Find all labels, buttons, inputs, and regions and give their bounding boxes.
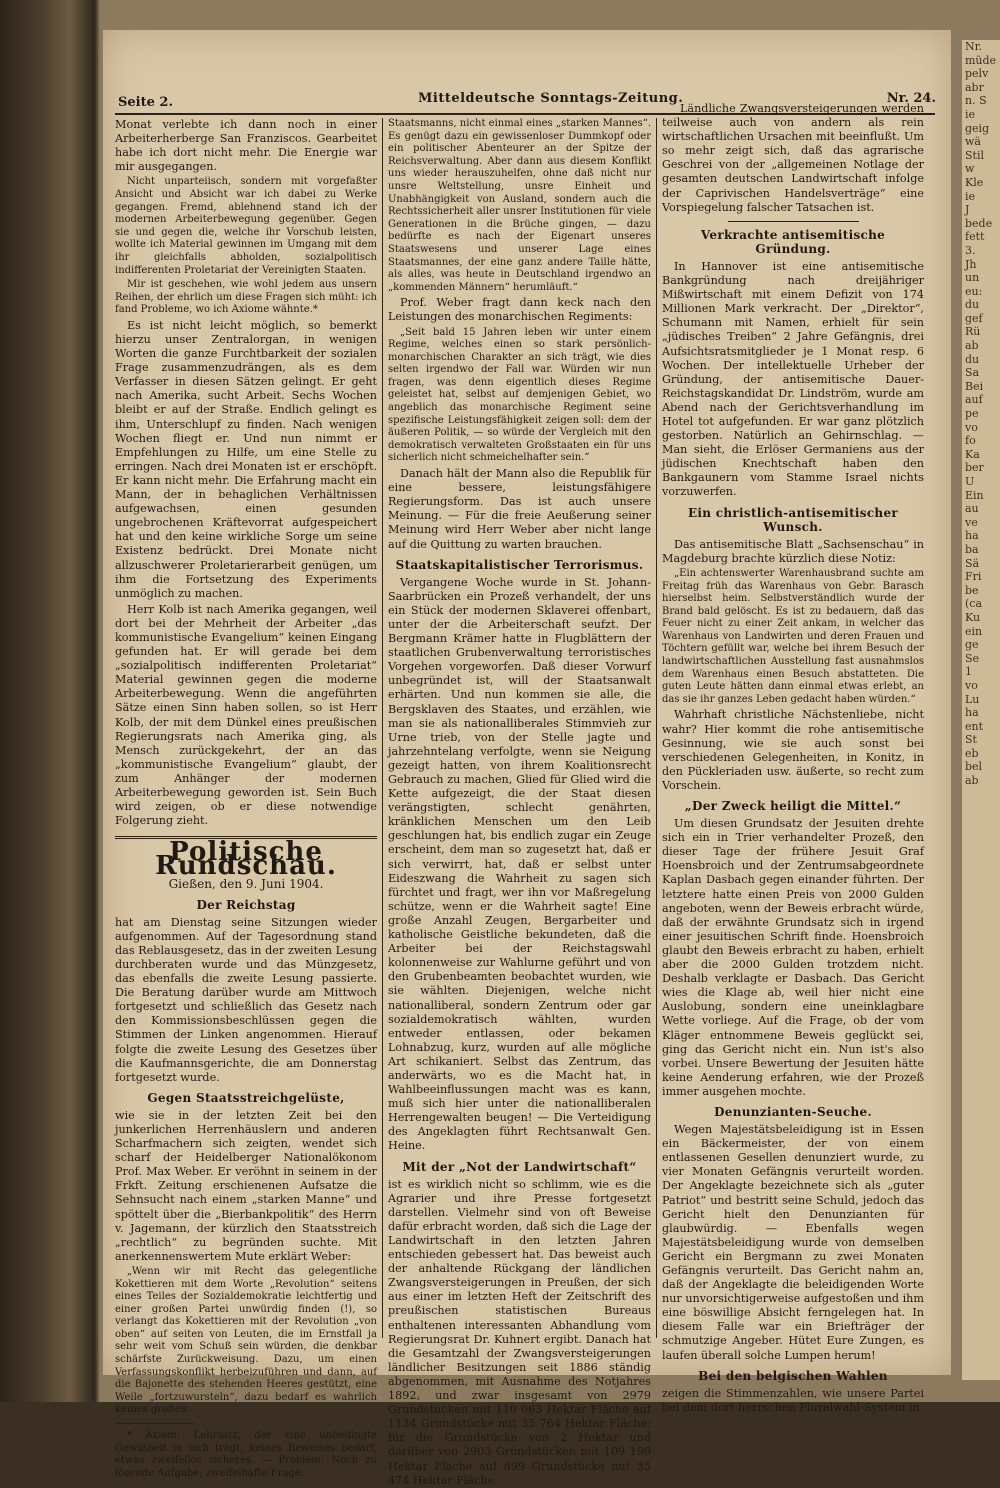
adjacent-page-fragment: Sa: [965, 366, 980, 380]
column-divider-1: [382, 118, 383, 1338]
col2-paragraph: Prof. Weber fragt dann keck nach den Leistungen des monarchischen Regiments:: [388, 296, 651, 324]
adjacent-page-fragment: du: [965, 298, 980, 312]
adjacent-page-fragment: ha: [965, 706, 979, 720]
adjacent-page-fragment: Ka: [965, 447, 980, 461]
adjacent-page-fragment: ve: [965, 515, 978, 529]
col2-paragraph: Danach hält der Mann also die Republik für eine bessere, leistungsfähigere Regierungsform. Das ist auch unsere Meinung. — Für die freie Aeußerung seiner Meinung wird Herr Weber aber nicht lange auf die Quittung zu warten brauchen.: [388, 467, 651, 551]
adjacent-page-fragment: ab: [965, 774, 979, 788]
col2-paragraph: Vergangene Woche wurde in St. Johann-Saarbrücken ein Prozeß verhandelt, der uns ein Stück der modernen Sklaverei offenbart, unter der die Arbeiterschaft seufzt. Der Bergmann Krämer hatte in Flugblättern der staatlichen Grubenverwaltung terroristisches Vorgehen vorgeworfen. Daß dieser Vorwurf unbegründet ist, will der Staatsanwalt erhärten. Und nun kommen sie alle, die Bergsklaven des Staates, und erzählen, wie man sie als nationalliberales Stimmvieh zur Urne trieb, von der Stelle jagte und jahrzehntelang verfolgte, wenn sie Neigung gezeigt hatten, von ihrem Koalitionsrecht Gebrauch zu machen, Glied für Glied wird die Kette aufgezeigt, die der Staat diesen verängstigten, schlecht genährten, kränklichen Menschen um den Leib geschlungen hat, bis endlich zugar ein Zeuge erscheint, dem man so zugesetzt hat, daß er sich verwirrt, hat, daß er selbst unter Eideszwang die Wahrheit zu sagen sich fürchtet und fragt, wer ihn vor Maßregelung schütze, wenn er die Wahrheit sagte! Eine große Anzahl Zeugen, Bergarbeiter und katholische Geistliche bekundeten, daß die Arbeiter bei der Reichstagswahl kolonnenweise zur Wahlurne geführt und von den Grubenbeamten beobachtet wurden, wie sie wählten. Diejenigen, welche nicht nationalliberal, sondern Zentrum oder gar sozialdemokratisch wählten, wurden entweder entlassen, oder bekamen Lohnabzug, kurz, wurden auf alle mögliche Art schikaniert. Selbst das Zentrum, das anderwärts, wo es die Macht hat, in Wahlbeeinflussungen macht was es kann, muß sich hier unter die nationalliberalen Herrengewalten beugen! — Die Verteidigung des Angeklagten führt Rechtsanwalt Gen. Heine.: [388, 575, 651, 1153]
col3-quote: „Ein achtenswerter Warenhausbrand suchte am Freitag früh das Warenhaus von Gebr. Barasch hierselbst heim. Selbstverständlich wurde der Brand bald gelöscht. Es ist zu bedauern, daß das Feuer nicht zu einer Zeit ankam, in welcher das Warenhaus von Landwirten und deren Frauen und Töchtern gefüllt war, welche bei ihrem Besuch der landwirtschaftlichen Ausstellung fast ausnahmslos dem Warenhaus einen Besuch abstatteten. Die guten Leute hätten dann einmal etwas erlebt, an das sie ihr ganzes Leben gedacht haben würden.“: [662, 567, 924, 705]
adjacent-page-fragment: J: [965, 203, 970, 217]
col1-paragraph: Nicht unparteiisch, sondern mit vorgefaßter Ansicht und Absicht war ich dabei zu Werke gegangen. Fremd, ablehnend stand ich der modernen Arbeiterbewegung gegenüber. Gegen sie und gegen die, welche ihr Vorschub leisten, wollte ich Material gewinnen im Umgang mit dem ihr gleichfalls abholden, sozialpolitisch indifferenten Proletariat der Vereinigten Staaten.: [115, 176, 377, 276]
col3-paragraph: Ländliche Zwangsversteigerungen werden teilweise auch von andern als rein wirtschaftlichen Ursachen mit beeinflußt. Um so mehr zeigt sich, daß das agrarische Geschrei von der „allgemeinen Notlage der gesamten deutschen Landwirtschaft infolge der Caprivischen Handelsverträge“ eine Vorspiegelung falscher Tatsachen ist.: [662, 102, 924, 214]
adjacent-page-edge: [962, 40, 1000, 1380]
col3-paragraph: In Hannover ist eine antisemitische Bankgründung nach dreijähriger Mißwirtschaft mit einem Defizit von 174 Millionen Mark verkracht. Der „Direktor“, Schumann mit Namen, erhielt für sein „jüdisches Treiben“ 2 Jahre Gefängnis, drei Aufsichtsratsmitglieder je 1 Monat resp. 6 Wochen. Der intellektuelle Urheber der Gründung, der antisemitische Dauer-Reichstagskandidat Dr. Lindström, wurde am Abend nach der Gerichtsverhandlung im Hotel tot aufgefunden. Er war ganz plötzlich gestorben. Natürlich an Gehirnschlag. — Man sieht, die Erlöser Germaniens aus der jüdischen Knechtschaft haben den Bankgaunern vom Stamme Israel nichts vorzuwerfen.: [662, 259, 924, 499]
newspaper-page: [103, 30, 951, 1487]
adjacent-page-fragment: Kle: [965, 175, 984, 189]
adjacent-page-fragment: Stil: [965, 148, 984, 162]
newspaper-title: Mitteldeutsche Sonntags-Zeitung.: [418, 91, 684, 106]
adjacent-page-fragment: pelv: [965, 67, 989, 81]
page-number: Seite 2.: [118, 95, 173, 110]
adjacent-page-fragment: ba: [965, 542, 979, 556]
adjacent-page-fragment: Ein: [965, 488, 984, 502]
adjacent-page-fragment: St: [965, 733, 977, 747]
article-heading: Staatskapitalistischer Terrorismus.: [395, 557, 644, 572]
col1-paragraph: Monat verlebte ich dann noch in einer Arbeiterherberge San Franziscos. Gearbeitet habe ich dort nicht mehr. Die Energie war mir ausgegangen.: [115, 118, 377, 174]
footnote-rule: [115, 1423, 194, 1424]
adjacent-page-fragment: 3.: [965, 243, 976, 257]
article-heading: Der Reichstag: [196, 897, 296, 912]
adjacent-page-fragment: ie: [965, 107, 976, 121]
adjacent-page-fragment: U: [965, 475, 975, 488]
adjacent-page-fragment: Bei: [965, 379, 984, 393]
col3-paragraph: Wahrhaft christliche Nächstenliebe, nicht wahr? Hier kommt die rohe antisemitische Gesinnung, wie sie auch sonst bei verschiedenen Gelegenheiten, in Konitz, in den Pückleriaden usw. äußerte, so recht zum Vorschein.: [662, 708, 924, 792]
col2-quote: „Seit bald 15 Jahren leben wir unter einem Regime, welches einen so stark persönlich-monarchischen Charakter an sich trägt, wie dies selten irgendwo der Fall war. Würden wir nun fragen, was denn eigentlich dieses Regime geleistet hat, selbst auf demjenigen Gebiet, wo angeblich das monarchische Regiment seine spezifische Leistungsfähigkeit zeigen soll: dem der äußeren Politik, — so würde der Vergleich mit den demokratisch verwalteten Großstaaten ein für uns sicherlich nicht schmeichelhafter sein.“: [388, 326, 651, 464]
col1-paragraph: Es ist nicht leicht möglich, so bemerkt hierzu unser Zentralorgan, in wenigen Worten die ganze Furchtbarkeit der sozialen Frage zusammenzudrängen, als es dem Verfasser in diesen Sätzen gelingt. Er geht nach Amerika, sucht Arbeit. Sechs Wochen bleibt er auf der Straße. Endlich gelingt es ihm, Unterschlupf zu finden. Nach wenigen Wochen fliegt er. Und nun nimmt er Empfehlungen zu Hilfe, um eine Stelle zu erringen. Nach drei Monaten ist er erschöpft. Er kann nicht mehr. Die Erfahrung macht ein Mann, der in behaglichen Verhältnissen aufgewachsen, einen gesunden ungebrochenen Kräftevorrat aufgespeichert hat und den keine wirkliche Sorge um seine Existenz bedrückt. Drei Monate nicht allzuschwerer Proletarierarbeit genügen, um ihm die Fortsetzung des Experiments unmöglich zu machen.: [115, 318, 377, 600]
adjacent-page-fragment: (ca: [965, 597, 983, 611]
col3-paragraph: Das antisemitische Blatt „Sachsenschau“ in Magdeburg brachte kürzlich diese Notiz:: [662, 537, 924, 565]
column-divider-2: [656, 118, 657, 1338]
adjacent-page-fragment: au: [965, 502, 979, 516]
adjacent-page-fragment: ein: [965, 624, 983, 638]
adjacent-page-fragment: Fri: [965, 570, 982, 584]
adjacent-page-fragment: du: [965, 352, 980, 366]
adjacent-page-fragment: geig: [965, 121, 990, 135]
adjacent-page-fragment: vo: [965, 420, 978, 434]
col3-paragraph: zeigen die Stimmenzahlen, wie unsere Partei bei dem dort herrschen Pluralwahl-System in: [662, 1386, 924, 1414]
adjacent-page-fragment: gef: [965, 311, 983, 325]
column-1: [115, 118, 377, 1479]
adjacent-page-fragment: un: [965, 271, 980, 285]
adjacent-page-fragment: abr: [965, 80, 984, 94]
col1-paragraph: hat am Dienstag seine Sitzungen wieder aufgenommen. Auf der Tagesordnung stand das Reblausgesetz, das in der zweiten Lesung durchberaten wurde und das Münzgesetz, das ebenfalls die zweite Lesung passierte. Die Beratung darüber wurde am Mittwoch fortgesetzt und schließlich das Gesetz nach den Kommissionsbeschlüssen gegen die Stimmen der Linken angenommen. Hierauf folgte die zweite Lesung des Gesetzes über die Kaufmannsgerichte, die am Donnerstag fortgesetzt wurde.: [115, 915, 377, 1084]
adjacent-page-fragment: ber: [965, 461, 984, 475]
adjacent-page-fragment: fett: [965, 230, 985, 244]
article-heading: Mit der „Not der Landwirtschaft“: [402, 1159, 637, 1174]
article-heading: Ein christlich-antisemitischer Wunsch.: [687, 505, 899, 534]
adjacent-page-fragment: Ku: [965, 610, 981, 624]
adjacent-page-fragment: be: [965, 583, 979, 597]
col3-paragraph: Wegen Majestätsbeleidigung ist in Essen ein Bäckermeister, der von einem entlassenen Gesellen denunziert wurde, zu vier Monaten Gefängnis verurteilt worden. Der Angeklagte bezeichnete sich als „guter Patriot“ und bestritt seine Schuld, jedoch das Gericht hielt den Denunzianten für glaubwürdig. — Ebenfalls wegen Majestätsbeleidigung wurde von demselben Gericht ein Bergmann zu zwei Monaten Gefängnis verurteilt. Das Gericht nahm an, daß der Angeklagte die beleidigenden Worte nur unvorsichtigerweise aufgestoßen und ihm eine böswillige Absicht ferngelegen hat. In diesem Falle war ein Briefträger der schmutzige Angeber. Hütet Eure Zungen, es laufen überall solche Lumpen herum!: [662, 1123, 924, 1362]
adjacent-page-fragment: müde: [965, 53, 997, 67]
col1-paragraph: Mir ist geschehen, wie wohl jedem aus unsern Reihen, der ehrlich um diese Fragen sich müht: ich fand Probleme, wo ich Axiome wähnte.*: [115, 279, 377, 316]
footnote: * Axiom: Lehrsatz, der eine unbedingte Gewißheit in sich trägt, keines Beweises bedarf, etwas zweifellos sicheres. — Problem: Noch zu lösende Aufgabe; zweifelhafte Frage.: [115, 1430, 377, 1479]
column-2: [388, 118, 651, 1487]
adjacent-page-fragment: eb: [965, 746, 979, 760]
adjacent-page-fragment: ab: [965, 339, 979, 353]
section-date: Gießen, den 9. Juni 1904.: [168, 877, 324, 892]
col3-paragraph: Um diesen Grundsatz der Jesuiten drehte sich ein in Trier verhandelter Prozeß, den dieser Tage der frühere Jesuit Graf Hoensbroich und der Zentrumsabgeordnete Kaplan Dasbach gegen einander führten. Der letztere hatte einen Preis von 2000 Gulden angeboten, wenn der Beweis erbracht würde, daß der erwähnte Grundsatz sich in irgend einer jesuitischen Schrift finde. Hoensbroich glaubt den Beweis erbracht zu haben, erhielt aber die 2000 Gulden trotzdem nicht. Deshalb verklagte er Dasbach. Das Gericht wies die Klage ab, weil hier nicht eine Auslobung, sondern eine uneinklagbare Wette vorliege. Auf die Frage, ob der vom Kläger entnommene Beweis geglückt sei, ging das Gericht nicht ein. Nun ist's also vorbei. Unsere Bewertung der Jesuiten hätte keine Aenderung erfahren, wie der Prozeß immer ausgehen mochte.: [662, 817, 924, 1098]
adjacent-page-fragment: w: [965, 162, 975, 176]
col1-paragraph: wie sie in der letzten Zeit bei den junkerlichen Herrenhäuslern und anderen Scharfmachern sich zeigten, wendet sich scharf der Heidelberger Nationalökonom Prof. Max Weber. Er veröhnt in seinem in der Frkft. Zeitung erschienenen Aufsatze die Sehnsucht nach einem „starken Manne“ und spöttelt über die „Bierbankpolitik“ des Herrn v. Jagemann, der kürzlich den Staatsstreich „rechtlich“ zu begründen suchte. Mit anerkennenswertem Mute erklärt Weber:: [115, 1108, 377, 1263]
divider: [728, 221, 859, 222]
adjacent-page-fragment: n. S: [965, 94, 987, 108]
adjacent-page-fragment: Jh: [965, 257, 977, 271]
column-3: [662, 102, 924, 1414]
adjacent-page-fragment: eu:: [965, 284, 983, 298]
issue-number: Nr. 24.: [886, 91, 936, 106]
adjacent-page-fragment: wä: [965, 135, 981, 149]
col1-quote: „Wenn wir mit Recht das gelegentliche Kokettieren mit dem Worte „Revolution“ seitens eines Teiles der Sozialdemokratie leichtfertig und einer großen Partei unwürdig finden (!), so verlangt das Kokettieren mit der Revolution „von oben“ auf seiten von Leuten, die im Ernstfall ja sehr weit vom Schuß sein würden, die denkbar schärfste Zurückweisung. Dazu, um einen Verfassungskonflikt herbeizuführen und dann, auf die Bajonette des stehenden Heeres gestützt, eine Weile „fortzuwursteln“, dazu bedarf es wahrlich keines großen: [115, 1265, 377, 1416]
adjacent-page-fragment: Se: [965, 651, 980, 665]
adjacent-page-fragment: ge: [965, 638, 979, 652]
col2-quote: Staatsmanns, nicht einmal eines „starken Mannes“. Es genügt dazu ein gewissenloser Dummkopf oder ein politischer Abenteurer an der Spitze der Reichsverwaltung. Aber dann aus diesem Konflikt uns wieder herauszuhelfen, ohne daß nicht nur unsre Weltstellung, unsre Einheit und Unabhängigkeit von Ausland, sondern auch die Rechtssicherheit aller unsrer Institutionen für viele Generationen in die Brüche gingen, — dazu bedürfte es nach der Eigenart unseres Staatswesens und unserer Lage eines Staatsmannes, der eine ganz andere Taille hätte, als alles, was heute in Deutschland irgendwo an „kommenden Männern“ herumläuft.“: [388, 118, 651, 293]
adjacent-page-fragment: 1: [965, 665, 972, 679]
col2-paragraph: ist es wirklich nicht so schlimm, wie es die Agrarier und ihre Presse fortgesetzt darstellen. Vielmehr sind von oft Beweise dafür erbracht worden, daß sich die Lage der Landwirtschaft in den letzten Jahren entschieden gebessert hat. Das beweist auch der anhaltende Rückgang der ländlichen Zwangsversteigerungen in Preußen, der sich aus einer im letzten Heft der Zeitschrift des preußischen statistischen Bureaus enthaltenen interessanten Abhandlung vom Regierungsrat Dr. Kuhnert ergibt. Danach hat die Gesamtzahl der Zwangsversteigerungen ländlicher Besitzungen seit 1886 ständig abgenommen, mit Ausnahme des Notjahres 1892, und zwar insgesamt von 2979 Grundstücken mit 110 063 Hektar Fläche auf 1134 Grundstücke mit 35 764 Hektar Fläche: für die Grundstücke von 2 Hektar und darüber von 2903 Grundstücken mit 109 190 Hektar Fläche auf 899 Grundstücke mit 35 474 Hektar Fläche.: [388, 1177, 651, 1487]
article-heading: Bei den belgischen Wahlen: [698, 1368, 888, 1383]
adjacent-page-fragment: Rü: [965, 325, 981, 339]
article-heading: „Der Zweck heiligt die Mittel.“: [684, 799, 902, 813]
adjacent-page-fragment: ent: [965, 719, 984, 733]
adjacent-page-fragment: bede: [965, 216, 993, 230]
adjacent-page-fragment: bel: [965, 760, 983, 774]
adjacent-page-fragment: pe: [965, 407, 979, 421]
adjacent-page-fragment: auf: [965, 393, 983, 407]
article-heading: Verkrachte antisemitische Gründung.: [700, 227, 886, 256]
adjacent-page-fragment: fo: [965, 434, 976, 448]
adjacent-page-fragment: Lu: [965, 692, 980, 706]
section-title: Politische Rundschau.: [155, 837, 337, 882]
adjacent-page-fragment: ie: [965, 189, 976, 203]
article-heading: Denunzianten-Seuche.: [714, 1104, 872, 1119]
adjacent-page-fragment: Sä: [965, 556, 980, 570]
col1-paragraph: Herr Kolb ist nach Amerika gegangen, weil dort bei der Mehrheit der Arbeiter „das kommunistische Evangelium“ keinen Eingang gefunden hat. Er will gerade bei dem „sozialpolitisch indifferenten Proletariat“ Material gewinnen gegen die moderne Arbeiterbewegung. Wenn die angeführten Sätze einen Sinn haben sollen, so ist Herr Kolb, der mit dem Dünkel eines preußischen Regierungsrats nach Amerika ging, als Mensch zurückgekehrt, der an das „kommunistische Evangelium“ glaubt, der zum Anhänger der modernen Arbeiterbewegung geworden ist. Sein Buch wird zeigen, ob er diese notwendige Folgerung zieht.: [115, 602, 377, 828]
article-heading: Gegen Staatsstreichgelüste,: [147, 1090, 345, 1105]
adjacent-page-fragment: ha: [965, 529, 979, 543]
adjacent-page-fragment: vo: [965, 678, 978, 692]
adjacent-page-fragment: Nr.: [965, 40, 983, 53]
